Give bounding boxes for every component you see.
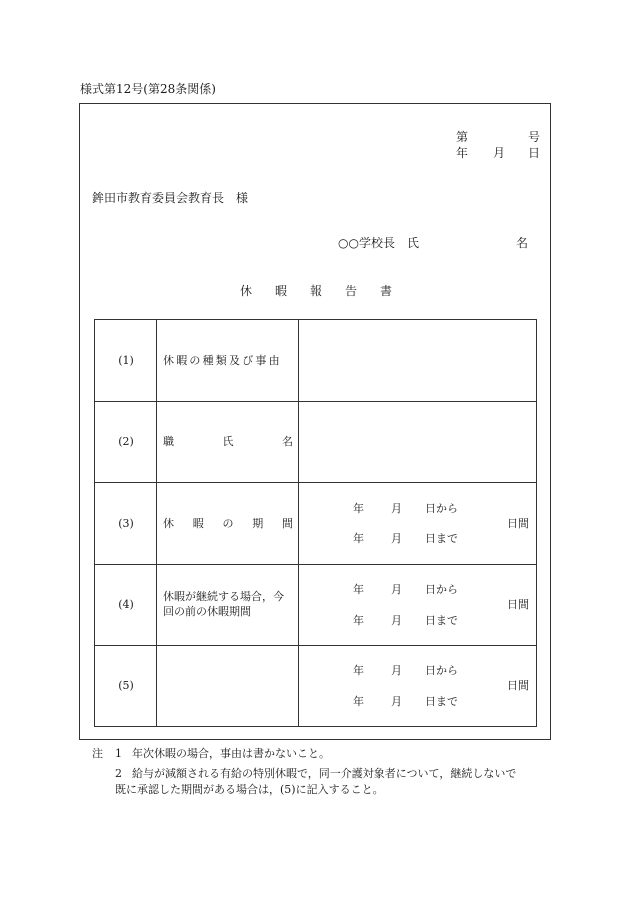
row-label-position-name: 職 氏 名	[163, 435, 293, 448]
period-month: 月	[391, 502, 402, 515]
title-char: 休	[240, 284, 253, 298]
row-number: (2)	[118, 435, 134, 448]
row-label-previous-period-line2: 回の前の休暇期間	[163, 605, 251, 618]
row-number: (5)	[118, 679, 134, 692]
notes-prefix: 注	[92, 747, 103, 760]
title-char: 暇	[274, 284, 287, 298]
row-label-leave-type: 休暇の種類及び事由	[163, 354, 282, 367]
row-divider	[95, 482, 536, 483]
note-2-line1: 給与が減額される有給の特別休暇で，同一介護対象者について，継続しないで	[132, 767, 517, 780]
period-to: 日まで	[425, 614, 458, 627]
date-day: 日	[528, 146, 541, 160]
row-label-leave-period: 休 暇 の 期 間	[163, 517, 293, 530]
doc-number-prefix: 第	[456, 130, 469, 144]
period-month: 月	[391, 532, 402, 545]
sender-name-suffix: 名	[516, 236, 529, 250]
period-from: 日から	[425, 583, 458, 596]
period-to: 日まで	[425, 532, 458, 545]
period-year: 年	[353, 532, 364, 545]
period-year: 年	[353, 695, 364, 708]
form-number: 様式第12号(第28条関係)	[80, 82, 216, 96]
row-divider	[95, 645, 536, 646]
period-from: 日から	[425, 664, 458, 677]
period-year: 年	[353, 614, 364, 627]
period-year: 年	[353, 664, 364, 677]
period-month: 月	[391, 695, 402, 708]
date-month: 月	[493, 146, 506, 160]
period-to: 日まで	[425, 695, 458, 708]
row-label-previous-period-line1: 休暇が継続する場合，今	[163, 590, 284, 603]
period-days: 日間	[507, 598, 529, 611]
period-month: 月	[391, 664, 402, 677]
note-1-number: 1	[115, 747, 122, 760]
leave-table	[94, 319, 537, 727]
title-char: 報	[309, 284, 322, 298]
sender: ○○学校長 氏	[338, 236, 419, 250]
doc-number-suffix: 号	[528, 130, 541, 144]
row-divider	[95, 564, 536, 565]
document-title	[240, 284, 392, 298]
period-month: 月	[391, 614, 402, 627]
note-2-number: 2	[115, 767, 122, 780]
row-number: (3)	[118, 517, 134, 530]
row-number: (4)	[118, 598, 134, 611]
date-year: 年	[456, 146, 469, 160]
period-month: 月	[391, 583, 402, 596]
note-2-line2: 既に承認した期間がある場合は，(5)に記入すること。	[115, 783, 384, 796]
note-1-text: 年次休暇の場合，事由は書かないこと。	[132, 747, 330, 760]
title-char: 書	[379, 284, 392, 298]
period-from: 日から	[425, 502, 458, 515]
row-divider	[95, 401, 536, 402]
period-days: 日間	[507, 679, 529, 692]
addressee: 鉾田市教育委員会教育長 様	[92, 191, 249, 205]
period-days: 日間	[507, 517, 529, 530]
row-number: (1)	[118, 354, 134, 367]
col-divider	[298, 320, 299, 726]
title-char: 告	[344, 284, 357, 298]
period-year: 年	[353, 502, 364, 515]
period-year: 年	[353, 583, 364, 596]
